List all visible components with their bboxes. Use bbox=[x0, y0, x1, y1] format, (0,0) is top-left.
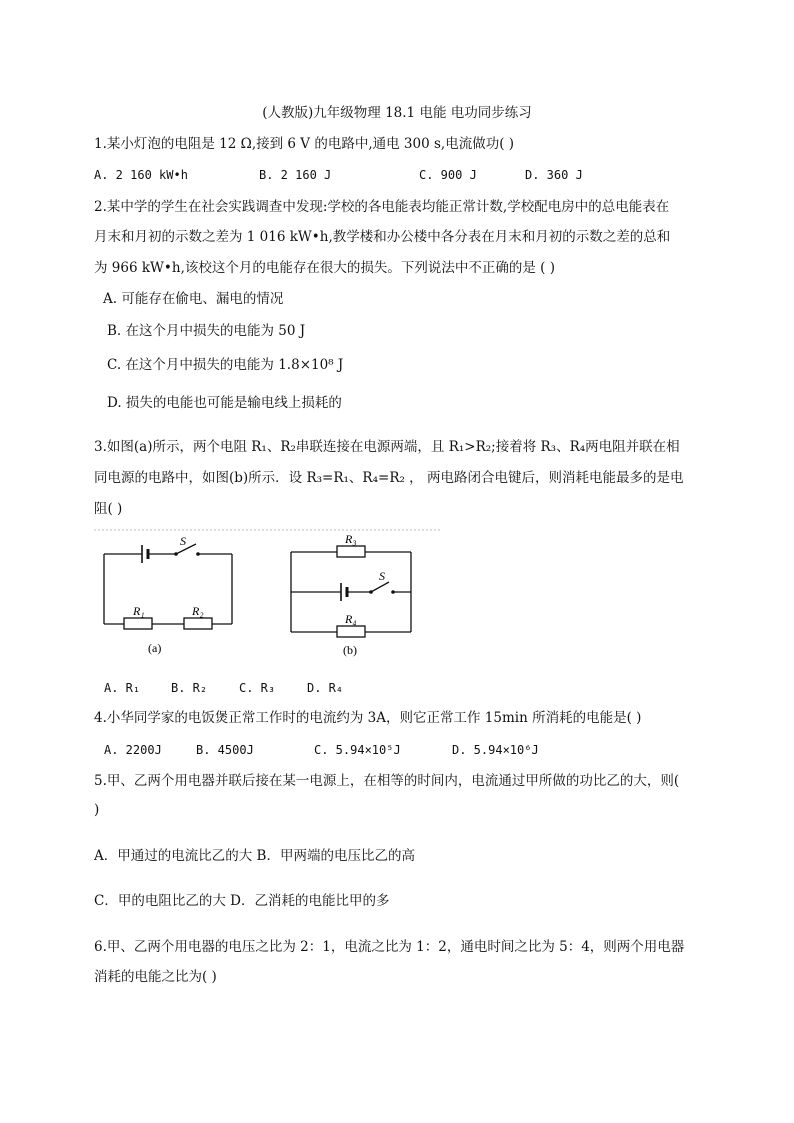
figure-caption-a: (a) bbox=[148, 641, 162, 655]
q1-option-a: A. 2 160 kW•h bbox=[94, 168, 188, 182]
q2-line-3: 为 966 kW•h,该校这个月的电能存在很大的损失。下列说法中不正确的是 ( ) bbox=[94, 260, 555, 276]
q1-options bbox=[94, 166, 583, 184]
q4-option-d: D. 5.94×10⁶J bbox=[452, 743, 539, 757]
q3-option-b: B. R₂ bbox=[171, 681, 208, 695]
q4-option-a: A. 2200J bbox=[104, 743, 162, 757]
q1-stem: 1.某小灯泡的电阻是 12 Ω,接到 6 V 的电路中,通电 300 s,电流做功( ) bbox=[94, 136, 515, 152]
q2-option-b: B. 在这个月中损失的电能为 50 J bbox=[107, 323, 306, 339]
q4-option-b: B. 4500J bbox=[196, 743, 254, 757]
figure-caption-b: (b) bbox=[343, 643, 357, 657]
q3-option-d: D. R₄ bbox=[307, 681, 344, 695]
q3-option-a: A. R₁ bbox=[104, 681, 141, 695]
switch-label-a: S bbox=[180, 534, 186, 548]
q3-line-1: 3.如图(a)所示，两个电阻 R₁、R₂串联连接在电源两端，且 R₁>R₂;接着将 R₃、R₄两电阻并联在相 bbox=[94, 439, 680, 455]
q2-option-d: D. 损失的电能也可能是输电线上损耗的 bbox=[107, 395, 342, 411]
q1-option-c: C. 900 J bbox=[419, 168, 477, 182]
q2-option-c: C. 在这个月中损失的电能为 1.8×10⁸ J bbox=[107, 357, 344, 373]
q3-line-3: 阻( ) bbox=[94, 501, 123, 517]
q1-option-d: D. 360 J bbox=[525, 168, 583, 182]
q3-option-c: C. R₃ bbox=[239, 681, 276, 695]
q5-options-line-2: C．甲的电阻比乙的大 D．乙消耗的电能比甲的多 bbox=[94, 893, 390, 909]
q2-option-a: A. 可能存在偷电、漏电的情况 bbox=[103, 291, 284, 307]
q1-option-b: B. 2 160 J bbox=[259, 168, 332, 182]
q6-line-2: 消耗的电能之比为( ) bbox=[94, 969, 217, 985]
q3-line-2: 同电源的电路中，如图(b)所示．设 R₃=R₁、R₄=R₂ ， 两电路闭合电键后，则消耗电能最多的是电 bbox=[94, 470, 684, 486]
resistor-label-r4: R₄ bbox=[345, 612, 357, 626]
resistor-label-r2: R₂ bbox=[192, 604, 204, 618]
q2-line-2: 月末和月初的示数之差为 1 016 kW•h,教学楼和办公楼中各分表在月末和月初的示数之差的总和 bbox=[94, 229, 671, 245]
resistor-label-r3: R₃ bbox=[345, 532, 357, 546]
q4-option-c: C. 5.94×10⁵J bbox=[314, 743, 401, 757]
worksheet-title: (人教版)九年级物理 18.1 电能 电功同步练习 bbox=[262, 105, 532, 121]
q4-stem: 4.小华同学家的电饭煲正常工作时的电流约为 3A，则它正常工作 15min 所消耗的电能是( ) bbox=[94, 710, 642, 726]
q5-line-2: ) bbox=[94, 802, 100, 818]
circuit-diagram-a bbox=[96, 532, 244, 660]
q5-options-line-1: A．甲通过的电流比乙的大 B．甲两端的电压比乙的高 bbox=[94, 848, 415, 864]
q5-line-1: 5.甲、乙两个用电器并联后接在某一电源上，在相等的时间内，电流通过甲所做的功比乙的大，则( bbox=[94, 773, 680, 789]
q6-line-1: 6.甲、乙两个用电器的电压之比为 2：1，电流之比为 1：2，通电时间之比为 5：4，则两个用电器 bbox=[94, 939, 685, 955]
q4-options bbox=[104, 741, 539, 759]
q3-options bbox=[104, 679, 343, 697]
resistor-label-r1: R₁ bbox=[133, 604, 145, 618]
q2-line-1: 2.某中学的学生在社会实践调查中发现:学校的各电能表均能正常计数,学校配电房中的总电能表在 bbox=[94, 199, 670, 215]
switch-label-b: S bbox=[379, 569, 385, 583]
circuit-diagram-b bbox=[283, 532, 425, 660]
